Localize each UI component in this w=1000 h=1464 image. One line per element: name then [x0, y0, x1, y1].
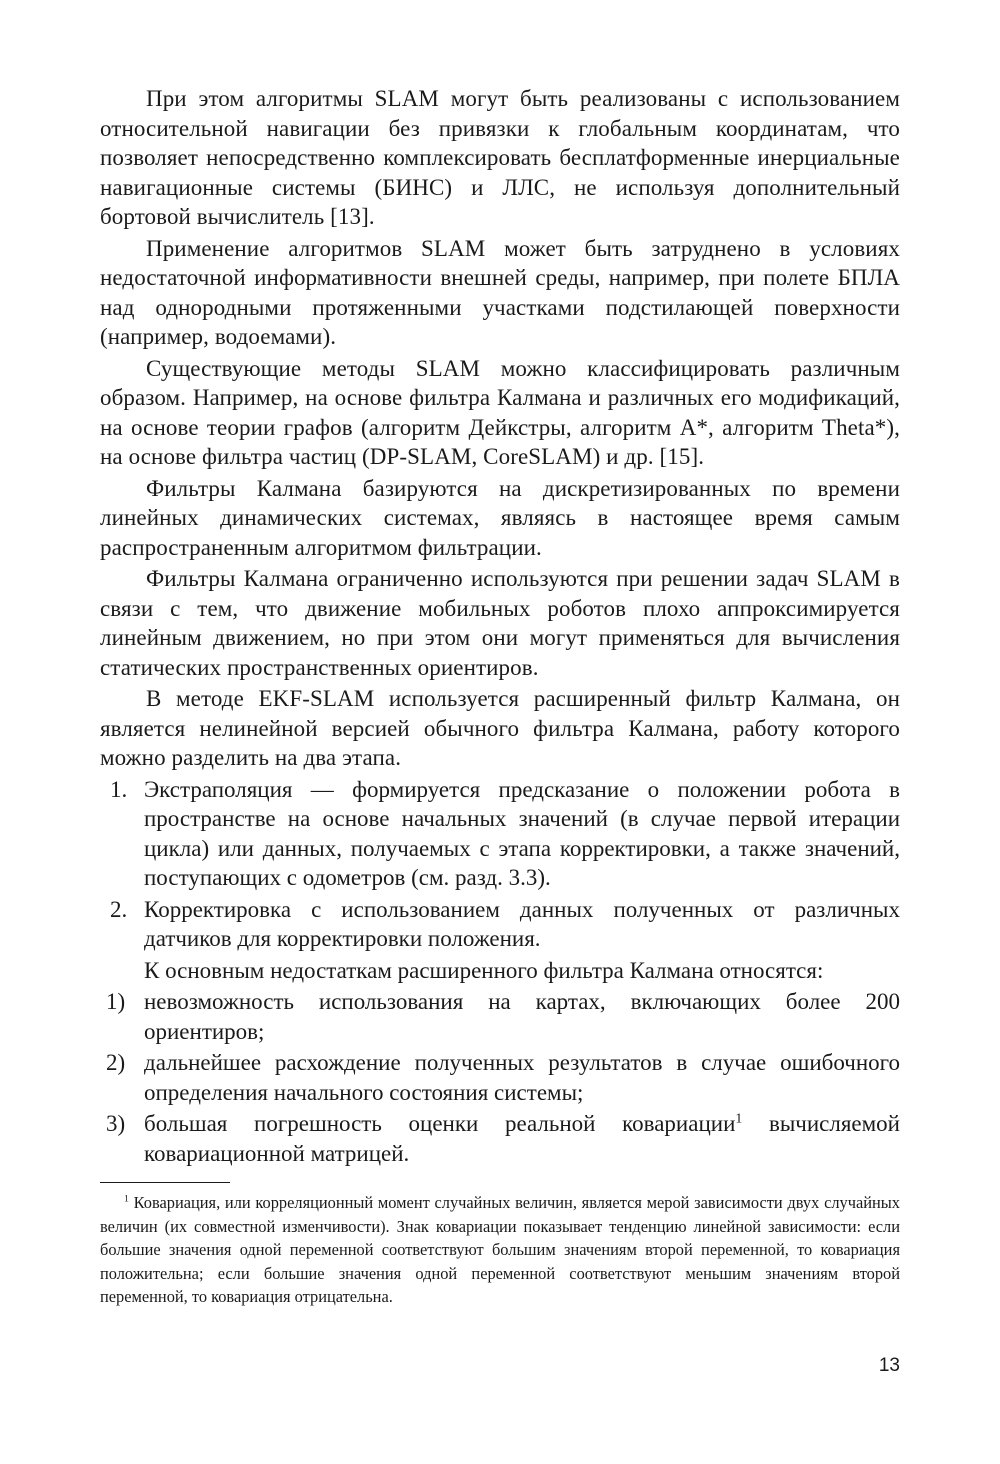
- footnote-reference[interactable]: 1: [735, 1110, 743, 1126]
- list-item-text: большая погрешность оценки реальной ковариации: [144, 1111, 736, 1136]
- list-item-text: Корректировка с использованием данных полученных от различных датчиков для корректировки положения.: [144, 896, 900, 951]
- list-item: [100, 1048, 900, 1107]
- list-item-text: Экстраполяция — формируется предсказание о положении робота в пространстве на основе начальных значений (в случае первой итерации цикла) или данных, получаемых с этапа корректировки, а также значений, поступающих с одометров (см. разд. 3.3).: [144, 776, 900, 890]
- footnote-text: Ковариация, или корреляционный момент случайных величин, является мерой зависимости двух случайных величин (их совместной изменчивости). Знак ковариации показывает тенденцию линейной зависимости: если большие значения одной переменной соответствуют большим значениям второй переменной, то ковариация положительна; если большие значения одной переменной соответствуют меньшим значениям второй переменной, то ковариация отрицательна.: [100, 1193, 900, 1306]
- list-marker: 3): [106, 1111, 126, 1136]
- list-item-text: дальнейшее расхождение полученных результатов в случае ошибочного определения начального состояния системы;: [144, 1050, 900, 1105]
- list-item-text: вычисляемой ковариационной матрицей.: [144, 1111, 900, 1166]
- page-body: [100, 84, 900, 1309]
- page-number: 13: [878, 1355, 900, 1376]
- paragraph-slam-classification: Существующие методы SLAM можно классифицировать различным образом. Например, на основе фильтра Калмана и различных его модификаций, на основе теории графов (алгоритм Дейкстры, алгоритм A*, алгоритм Theta*), на основе фильтра частиц (DP-SLAM, CoreSLAM) и др. [15].: [100, 355, 900, 469]
- footnote-divider: [100, 1182, 230, 1183]
- drawbacks-list: [100, 987, 900, 1168]
- list-item: [100, 1109, 900, 1168]
- list-marker: 1.: [110, 776, 128, 802]
- list-item: [100, 895, 900, 954]
- footnote: [100, 1191, 900, 1309]
- paragraph-kalman-filters: Фильтры Калмана базируются на дискретизированных по времени линейных динамических системах, являясь в настоящее время самым распространенным алгоритмом фильтрации.: [100, 475, 900, 560]
- footnote-marker: 1: [124, 1193, 129, 1205]
- list-item-text: невозможность использования на картах, включающих более 200 ориентиров;: [144, 989, 900, 1044]
- paragraph-kalman-limited-use: Фильтры Калмана ограниченно используются при решении задач SLAM в связи с тем, что движение мобильных роботов плохо аппроксимируется линейным движением, но при этом они могут применяться для вычисления статических пространственных ориентиров.: [100, 566, 900, 680]
- paragraph-slam-relative-navigation: При этом алгоритмы SLAM могут быть реализованы с использованием относительной навигации без привязки к глобальным координатам, что позволяет непосредственно комплексировать бесплатформенные инерциальные навигационные системы (БИНС) и ЛЛС, не используя дополнительный бортовой вычислитель [13].: [100, 86, 900, 229]
- ekf-stages-list: [100, 775, 900, 954]
- list-item: [100, 775, 900, 893]
- list-marker: 1): [106, 989, 126, 1014]
- list-marker: 2): [106, 1050, 126, 1075]
- list-item: [100, 987, 900, 1046]
- paragraph-slam-limitations: Применение алгоритмов SLAM может быть затруднено в условиях недостаточной информативности внешней среды, например, при полете БПЛА над однородными протяженными участками подстилающей поверхности (например, водоемами).: [100, 235, 900, 349]
- list-marker: 2.: [110, 896, 128, 922]
- paragraph-ekf-slam: В методе EKF-SLAM используется расширенный фильтр Калмана, он является нелинейной версией обычного фильтра Калмана, работу которого можно разделить на два этапа.: [100, 686, 900, 770]
- drawbacks-intro: К основным недостаткам расширенного фильтра Калмана относятся:: [144, 957, 824, 983]
